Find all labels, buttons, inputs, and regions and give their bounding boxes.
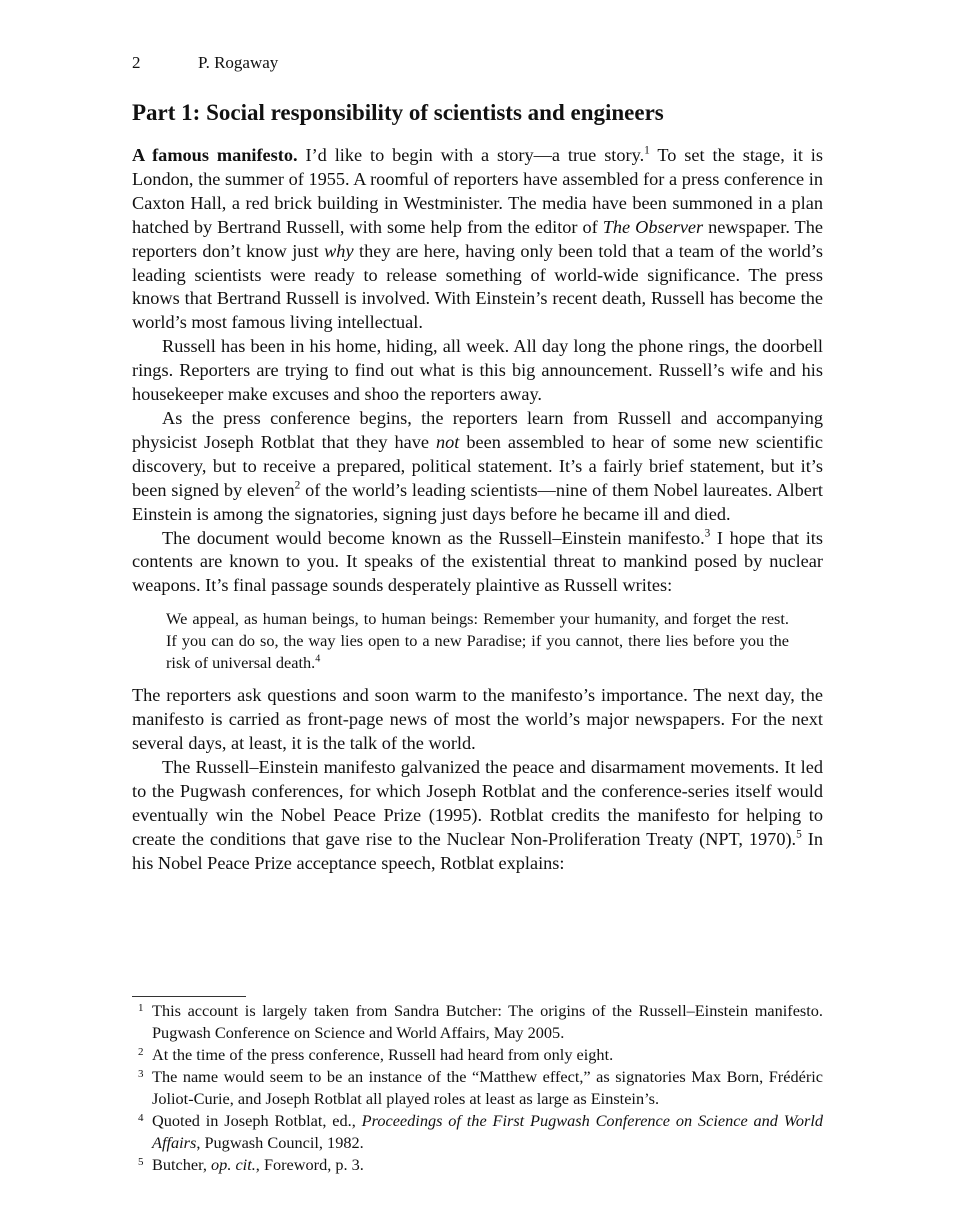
emphasis-why: why [324,240,354,261]
run-in-heading: A famous manifesto. [132,145,298,165]
footnote-mark: 5 [138,1156,144,1168]
section-title: Part 1: Social responsibility of scientists and engineers [132,100,664,125]
running-header [132,52,278,74]
footnotes [132,1000,823,1176]
footnote-5: 5 Butcher, op. cit., Foreword, p. 3. [138,1155,364,1174]
footnote-1: 1 This account is largely taken from Sandra Butcher: The origins of the Russell–Einstein manifesto. Pugwash Conference on Science and World Affairs, May 2005. [138,1001,823,1042]
op-cit: op. cit. [211,1155,256,1174]
citation-title: Proceedings of the First Pugwash Conference on Science and World Affairs [152,1111,824,1152]
footnote-rule [132,996,246,997]
emphasis-not: not [436,431,460,452]
footnote-ref-1[interactable]: 1 [644,144,650,157]
block-quote: We appeal, as human beings, to human beings: Remember your humanity, and forget the rest. If you can do so, the way lies open to a new Paradise; if you cannot, there lies before you the risk of universal death.$^4$ [166,609,789,673]
body-text [132,144,823,875]
paragraph-4: The document would become known as the Russell–Einstein manifesto.$^3$ I hope that its contents are known to you. It speaks of the existential threat to mankind posed by nuclear weapons. It’s final passage sounds desperately plaintive as Russell writes: [132,527,823,596]
running-author: P. Rogaway [198,53,279,72]
footnote-ref-4[interactable]: 4 [315,653,321,665]
footnote-2: 2 At the time of the press conference, Russell had heard from only eight. [138,1045,614,1064]
footnote-3: 3 The name would seem to be an instance of the “Matthew effect,” as signatories Max Born, Frédéric Joliot-Curie, and Joseph Rotblat all played roles at least as large as Einstein’s. [138,1067,823,1108]
paragraph-2: Russell has been in his home, hiding, all week. All day long the phone rings, the doorbell rings. Reporters are trying to find out what is this big announcement. Russell’s wife and his housekeeper make excuses and shoo the reporters away. [132,336,823,405]
footnote-mark: 2 [138,1046,144,1058]
paragraph-6: The Russell–Einstein manifesto galvanized the peace and disarmament movements. It led to the Pugwash conferences, for which Joseph Rotblat and the conference-series itself would eventually win the Nobel Peace Prize (1995). Rotblat credits the manifesto for helping to create the conditions that gave rise to the Nuclear Non-Proliferation Treaty (NPT, 1970).$^5$ In his Nobel Peace Prize acceptance speech, Rotblat explains: [132,756,823,873]
paragraph-1: A famous manifesto. I’d like to begin with a story—a true story.$^1$ To set the stage, it is London, the summer of 1955. A roomful of reporters have assembled for a press conference in Caxton Hall, a red brick building in Westminister. The media have been summoned in a plan hatched by Bertrand Russell, with some help from the editor of The Observer newspaper. The reporters don’t know just why they are here, having only been told that a team of the world’s leading scientists were ready to release something of world-wide significance. The press knows that Bertrand Russell is involved. With Einstein’s recent death, Russell has become the world’s most famous living intellectual. [132,144,824,333]
footnote-mark: 1 [138,1002,144,1014]
footnote-mark: 3 [138,1068,144,1080]
paragraph-3: As the press conference begins, the reporters learn from Russell and accompanying physicist Joseph Rotblat that they have not been assembled to hear of some new scientific discovery, but to receive a prepared, political statement. It’s a fairly brief statement, but it’s been signed by eleven$^2$ of the world’s leading scientists—nine of them Nobel laureates. Albert Einstein is among the signatories, signing just days before he became ill and died. [132,407,824,524]
footnote-ref-2[interactable]: 2 [294,479,301,492]
emphasis-the-observer: The Observer [602,216,704,237]
page-number: 2 [132,53,141,72]
paragraph-5: The reporters ask questions and soon warm to the manifesto’s importance. The next day, the manifesto is carried as front-page news of most the world’s major newspapers. For the next several days, at least, it is the talk of the world. [132,685,823,754]
footnote-ref-5[interactable]: 5 [796,828,802,841]
footnote-4: 4 Quoted in Joseph Rotblat, ed., Proceedings of the First Pugwash Conference on Science and World Affairs, Pugwash Council, 1982. [138,1111,824,1152]
footnote-ref-3[interactable]: 3 [704,527,711,540]
footnote-mark: 4 [138,1112,144,1124]
